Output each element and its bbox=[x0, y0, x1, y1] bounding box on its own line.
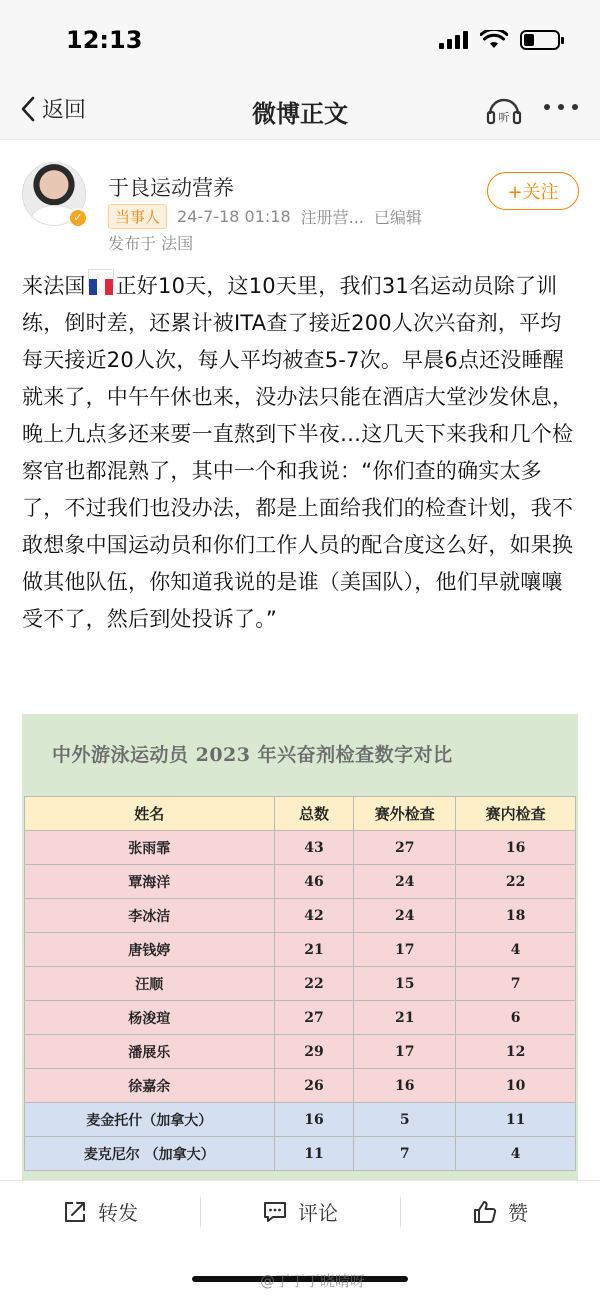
repost-button[interactable] bbox=[0, 1181, 200, 1242]
status-bar bbox=[0, 0, 600, 80]
cell-in-competition: 11 bbox=[456, 1103, 576, 1137]
author-name[interactable]: 于良运动营养 bbox=[108, 176, 234, 200]
repost-label: 转发 bbox=[98, 1201, 138, 1225]
cell-out-of-competition: 7 bbox=[354, 1137, 456, 1171]
listen-icon[interactable] bbox=[484, 92, 524, 128]
cell-in-competition: 7 bbox=[456, 967, 576, 1001]
cell-in-competition: 18 bbox=[456, 899, 576, 933]
cell-total: 21 bbox=[274, 933, 354, 967]
cell-name: 李冰洁 bbox=[25, 899, 275, 933]
cell-in-competition: 12 bbox=[456, 1035, 576, 1069]
edited-label[interactable]: 已编辑 bbox=[373, 208, 422, 227]
comment-icon bbox=[262, 1199, 288, 1225]
cell-in-competition: 10 bbox=[456, 1069, 576, 1103]
post-text-rest: 正好10天，这10天里，我们31名运动员除了训练，倒时差，还累计被ITA查了接近200人次兴奋剂，平均每天接近20人次，每人平均被查5-7次。早晨6点还没睡醒就来了，中午午休也来，没办法只能在酒店大堂沙发休息，晚上九点多还来要一直熬到下半夜…这几天下来我和几个检察官也都混熟了，其中一个和我说：“你们查的确实太多了，不过我们也没办法，都是上面给我们的检查计划，我不敢想象中国运动员和你们工作人员的配合度这么好，如果换做其他队伍，你知道我说的是谁（美国队），他们早就嚷嚷受不了，然后到处投诉了。” bbox=[22, 274, 574, 631]
table-row bbox=[25, 1035, 576, 1069]
table-row bbox=[25, 1069, 576, 1103]
cell-total: 27 bbox=[274, 1001, 354, 1035]
signal-icon bbox=[439, 31, 468, 49]
post-location: 发布于 法国 bbox=[108, 234, 194, 253]
france-flag-icon bbox=[88, 269, 114, 287]
dot-icon bbox=[544, 104, 550, 110]
cell-name: 徐嘉余 bbox=[25, 1069, 275, 1103]
repost-icon bbox=[62, 1199, 88, 1225]
follow-button[interactable]: +关注 bbox=[487, 172, 579, 210]
table-row bbox=[25, 899, 576, 933]
cell-total: 42 bbox=[274, 899, 354, 933]
cell-total: 22 bbox=[274, 967, 354, 1001]
cell-total: 43 bbox=[274, 831, 354, 865]
cell-in-competition: 4 bbox=[456, 933, 576, 967]
watermark: @丁丁丁晓晴呀 bbox=[260, 1272, 366, 1290]
post-timestamp: 24-7-18 01:18 bbox=[177, 207, 291, 226]
cell-out-of-competition: 15 bbox=[354, 967, 456, 1001]
status-time: 12:13 bbox=[66, 26, 143, 54]
cell-out-of-competition: 27 bbox=[354, 831, 456, 865]
post-image[interactable] bbox=[22, 714, 578, 1180]
action-bar bbox=[0, 1180, 600, 1242]
status-icons bbox=[439, 30, 560, 50]
cell-in-competition: 6 bbox=[456, 1001, 576, 1035]
cell-total: 29 bbox=[274, 1035, 354, 1069]
like-label: 赞 bbox=[508, 1201, 528, 1225]
more-options-button[interactable] bbox=[544, 104, 578, 110]
thumbs-up-icon bbox=[472, 1199, 498, 1225]
comment-label: 评论 bbox=[298, 1201, 338, 1225]
post-text-start: 来法国 bbox=[22, 274, 86, 298]
battery-level bbox=[524, 34, 534, 46]
post-meta bbox=[108, 204, 422, 229]
cell-out-of-competition: 24 bbox=[354, 899, 456, 933]
cell-in-competition: 4 bbox=[456, 1137, 576, 1171]
table-row bbox=[25, 1103, 576, 1137]
table-row bbox=[25, 933, 576, 967]
cell-name: 唐钱婷 bbox=[25, 933, 275, 967]
table-row bbox=[25, 967, 576, 1001]
battery-icon bbox=[520, 30, 560, 50]
table-row bbox=[25, 831, 576, 865]
cell-name: 麦金托什（加拿大） bbox=[25, 1103, 275, 1137]
cell-name: 张雨霏 bbox=[25, 831, 275, 865]
cell-total: 46 bbox=[274, 865, 354, 899]
cell-in-competition: 16 bbox=[456, 831, 576, 865]
table-header: 姓名 bbox=[25, 797, 275, 831]
page-title: 微博正文 bbox=[252, 100, 348, 128]
table-row bbox=[25, 865, 576, 899]
cell-name: 杨浚瑄 bbox=[25, 1001, 275, 1035]
doping-test-table bbox=[24, 796, 576, 1171]
cell-total: 26 bbox=[274, 1069, 354, 1103]
party-tag: 当事人 bbox=[108, 204, 167, 229]
cell-out-of-competition: 17 bbox=[354, 1035, 456, 1069]
table-header: 赛内检查 bbox=[456, 797, 576, 831]
svg-text:听: 听 bbox=[498, 111, 510, 124]
post-source[interactable]: 注册营... bbox=[300, 208, 364, 227]
table-header: 赛外检查 bbox=[354, 797, 456, 831]
cell-out-of-competition: 21 bbox=[354, 1001, 456, 1035]
cell-in-competition: 22 bbox=[456, 865, 576, 899]
wifi-icon bbox=[480, 30, 508, 50]
nav-bar bbox=[0, 80, 600, 140]
cell-total: 16 bbox=[274, 1103, 354, 1137]
comment-button[interactable] bbox=[200, 1181, 400, 1242]
cell-total: 11 bbox=[274, 1137, 354, 1171]
back-label: 返回 bbox=[42, 98, 87, 123]
table-header: 总数 bbox=[274, 797, 354, 831]
cell-out-of-competition: 24 bbox=[354, 865, 456, 899]
cell-name: 潘展乐 bbox=[25, 1035, 275, 1069]
dot-icon bbox=[572, 104, 578, 110]
image-table-title: 中外游泳运动员 2023 年兴奋剂检查数字对比 bbox=[52, 744, 453, 766]
verified-badge-icon: ✓ bbox=[68, 208, 88, 228]
cell-name: 覃海洋 bbox=[25, 865, 275, 899]
cell-name: 麦克尼尔 （加拿大） bbox=[25, 1137, 275, 1171]
table-row bbox=[25, 1001, 576, 1035]
cell-name: 汪顺 bbox=[25, 967, 275, 1001]
dot-icon bbox=[558, 104, 564, 110]
cell-out-of-competition: 16 bbox=[354, 1069, 456, 1103]
cell-out-of-competition: 17 bbox=[354, 933, 456, 967]
cell-out-of-competition: 5 bbox=[354, 1103, 456, 1137]
table-row bbox=[25, 1137, 576, 1171]
post-text bbox=[22, 268, 582, 638]
like-button[interactable] bbox=[400, 1181, 600, 1242]
